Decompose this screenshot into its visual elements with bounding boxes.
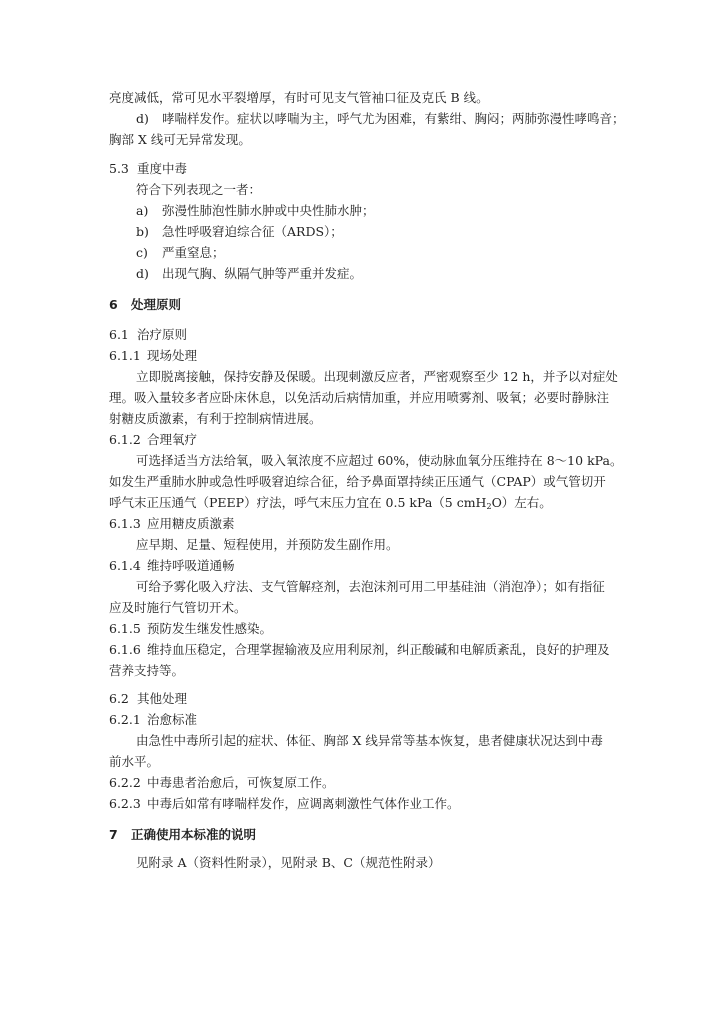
list-text: 弥漫性肺泡性肺水肿或中央性肺水肿； <box>162 203 375 218</box>
text: 如发生严重肺水肿或急性呼吸窘迫综合征，给予鼻面罩持续正压通气（CPAP）或气管切开 <box>109 474 606 489</box>
paragraph-line <box>136 450 622 471</box>
list-text: 急性呼吸窘迫综合征（ARDS）； <box>162 224 343 239</box>
paragraph-line <box>136 852 440 873</box>
section-number: 6.1.1 <box>109 348 141 363</box>
section-title: 其他处理 <box>137 691 188 706</box>
section-heading-6-1-4 <box>109 555 235 576</box>
paragraph-line <box>109 660 184 681</box>
section-heading-6 <box>109 294 181 315</box>
text: 立即脱离接触，保持安静及保暖。出现刺激反应者，严密观察至少 12 h，并予以对症处 <box>136 369 618 384</box>
section-number: 6.1.2 <box>109 432 141 447</box>
paragraph-line <box>109 408 322 429</box>
section-number: 7 <box>109 827 118 842</box>
text: O）左右。 <box>491 495 552 510</box>
paragraph-line <box>136 366 618 387</box>
section-heading-6-1 <box>109 324 187 345</box>
section-number: 6.2.1 <box>109 712 141 727</box>
text: 亮度减低，常可见水平裂增厚，有时可见支气管袖口征及克氏 B 线。 <box>109 90 489 105</box>
section-title: 现场处理 <box>147 348 198 363</box>
text: 维持血压稳定，合理掌握输液及应用利尿剂，纠正酸碱和电解质紊乱，良好的护理及 <box>147 642 610 657</box>
list-item <box>136 263 362 284</box>
list-text: 严重窒息； <box>162 245 225 260</box>
section-6-2-2 <box>109 772 335 793</box>
list-label: d) <box>136 266 149 281</box>
paragraph-line <box>136 576 605 597</box>
list-item-d <box>136 108 625 129</box>
section-heading-6-1-1 <box>109 345 197 366</box>
list-label: d) <box>136 111 149 126</box>
list-item <box>136 200 375 221</box>
section-number: 6.2 <box>109 691 129 706</box>
section-number: 6.1.4 <box>109 558 141 573</box>
text: 应早期、足量、短程使用，并预防发生副作用。 <box>136 537 399 552</box>
list-item <box>136 242 225 263</box>
section-number: 6.2.2 <box>109 775 141 790</box>
section-number: 6.2.3 <box>109 796 141 811</box>
list-label: c) <box>136 245 148 260</box>
paragraph-line <box>109 492 552 513</box>
paragraph-line <box>109 87 489 108</box>
text: 营养支持等。 <box>109 663 185 678</box>
paragraph-line <box>109 597 247 618</box>
section-heading-6-1-2 <box>109 429 197 450</box>
text: 符合下列表现之一者： <box>136 182 262 197</box>
text: 中毒患者治愈后，可恢复原工作。 <box>147 775 335 790</box>
section-title: 治愈标准 <box>147 712 198 727</box>
text: 应及时施行气管切开术。 <box>109 600 247 615</box>
list-label: b) <box>136 224 149 239</box>
list-label: a) <box>136 203 149 218</box>
list-item <box>136 221 343 242</box>
text: 中毒后如常有哮喘样发作，应调离刺激性气体作业工作。 <box>147 796 460 811</box>
section-title: 维持呼吸道通畅 <box>147 558 235 573</box>
paragraph-line <box>109 751 159 772</box>
section-title: 处理原则 <box>131 297 182 312</box>
section-heading-7 <box>109 824 256 845</box>
section-title: 重度中毒 <box>137 161 188 176</box>
paragraph-line <box>109 387 609 408</box>
subscript: 2 <box>486 502 492 511</box>
section-title: 治疗原则 <box>137 327 188 342</box>
section-number: 6.1.6 <box>109 642 141 657</box>
section-6-2-3 <box>109 793 460 814</box>
text: 由急性中毒所引起的症状、体征、胸部 X 线异常等基本恢复，患者健康状况达到中毒 <box>136 733 603 748</box>
section-heading-5-3 <box>109 158 187 179</box>
section-heading-6-2-1 <box>109 709 197 730</box>
text: 呼气末正压通气（PEEP）疗法，呼气末压力宜在 0.5 kPa（5 cmH <box>109 495 487 510</box>
section-6-1-5 <box>109 618 272 639</box>
section-heading-6-1-3 <box>109 513 235 534</box>
section-title: 正确使用本标准的说明 <box>131 827 257 842</box>
paragraph-line <box>109 471 606 492</box>
text: 可给予雾化吸入疗法、支气管解痉剂，去泡沫剂可用二甲基硅油（消泡净）；如有指征 <box>136 579 605 594</box>
text: 前水平。 <box>109 754 160 769</box>
text: 理。吸入量较多者应卧床休息，以免活动后病情加重，并应用喷雾剂、吸氧；必要时静脉注 <box>109 390 610 405</box>
section-number: 6 <box>109 297 118 312</box>
section-number: 6.1 <box>109 327 129 342</box>
paragraph-line <box>136 534 399 555</box>
paragraph-line <box>136 179 261 200</box>
list-text: 出现气胸、纵隔气肿等严重并发症。 <box>162 266 363 281</box>
text: 预防发生继发性感染。 <box>147 621 273 636</box>
text: 可选择适当方法给氧，吸入氧浓度不应超过 60%，使动脉血氧分压维持在 8～10 kPa。 <box>136 453 623 468</box>
section-number: 6.1.5 <box>109 621 141 636</box>
paragraph-line <box>109 129 251 150</box>
section-number: 5.3 <box>109 161 129 176</box>
paragraph-line <box>136 730 603 751</box>
section-heading-6-2 <box>109 688 187 709</box>
text: 见附录 A（资料性附录），见附录 B、C（规范性附录） <box>136 855 441 870</box>
section-title: 应用糖皮质激素 <box>147 516 235 531</box>
section-number: 6.1.3 <box>109 516 141 531</box>
text: 胸部 X 线可无异常发现。 <box>109 132 251 147</box>
section-title: 合理氧疗 <box>147 432 198 447</box>
list-text: 哮喘样发作。症状以哮喘为主，呼气尤为困难，有紫绀、胸闷；两肺弥漫性哮鸣音； <box>162 111 625 126</box>
text: 射糖皮质激素，有利于控制病情进展。 <box>109 411 322 426</box>
section-6-1-6 <box>109 639 610 660</box>
